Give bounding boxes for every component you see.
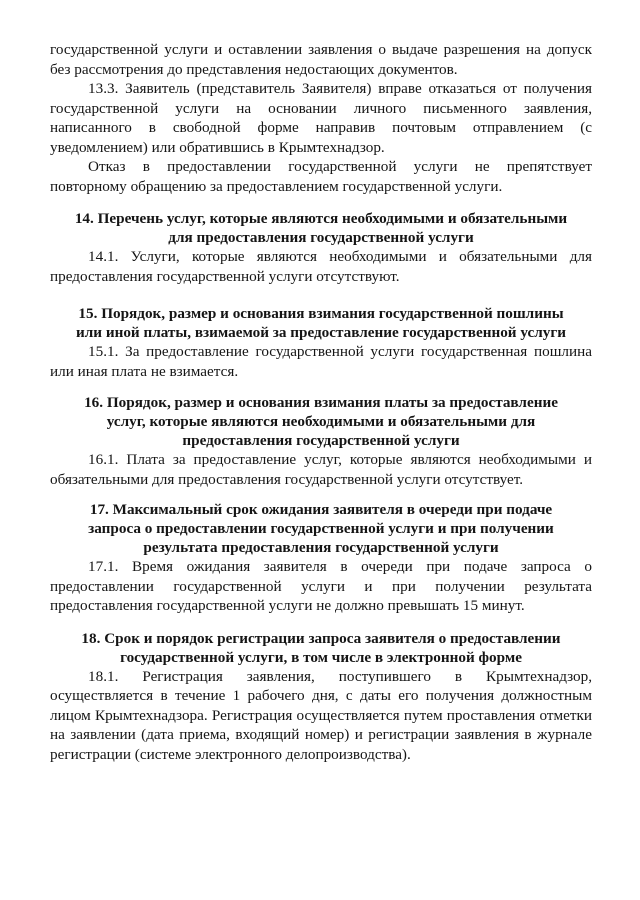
paragraph-17-1: 17.1. Время ожидания заявителя в очереди при подаче запроса о предоставлении государственной услуги и при получении результата предоставления государственной услуги не должно превышать 15 минут. xyxy=(50,558,592,614)
paragraph-13-3: 13.3. Заявитель (представитель Заявителя) вправе отказаться от получения государственной услуги на основании личного письменного заявления, написанного в свободной форме направив почтовым отправлением (с уведомлением) или обратившись в Крымтехнадзор. xyxy=(50,80,592,156)
section-17-heading: 17. Максимальный срок ожидания заявителя в очереди при подаче запроса о предоставлении государственной услуги и при получении результата предоставления государственной услуги xyxy=(88,501,554,556)
paragraph-14-1: 14.1. Услуги, которые являются необходимыми и обязательными для предоставления государственной услуги отсутствуют. xyxy=(50,248,592,285)
section-18-heading: 18. Срок и порядок регистрации запроса заявителя о предоставлении государственной услуги, в том числе в электронной форме xyxy=(81,629,561,666)
paragraph-refusal: Отказ в предоставлении государственной услуги не препятствует повторному обращению за предоставлением государственной услуги. xyxy=(50,158,592,195)
section-16-heading: 16. Порядок, размер и основания взимания платы за предоставление услуг, которые являются необходимыми и обязательными для предоставления государственной услуги xyxy=(84,394,558,449)
paragraph-16-1: 16.1. Плата за предоставление услуг, которые являются необходимыми и обязательными для предоставления государственной услуги отсутствует. xyxy=(50,451,592,488)
paragraph-15-1: 15.1. За предоставление государственной услуги государственная пошлина или иная плата не взимается. xyxy=(50,343,592,380)
section-15-heading: 15. Порядок, размер и основания взимания государственной пошлины или иной платы, взимаемой за предоставление государственной услуги xyxy=(76,305,566,341)
paragraph-18-1: 18.1. Регистрация заявления, поступившего в Крымтехнадзор, осуществляется в течение 1 рабочего дня, с даты его получения должностным лицом Крымтехнадзора. Регистрация осуществляется путем проставления отметки на заявлении (дата приема, входящий номер) и регистрации заявления в журнале регистрации (системе электронного делопроизводства). xyxy=(50,667,592,763)
document-page xyxy=(50,40,592,764)
paragraph-continuation: государственной услуги и оставлении заявления о выдаче разрешения на допуск без рассмотрения до представления недостающих документов. xyxy=(50,41,592,78)
section-14-heading: 14. Перечень услуг, которые являются необходимыми и обязательными для предоставления государственной услуги xyxy=(74,210,568,246)
